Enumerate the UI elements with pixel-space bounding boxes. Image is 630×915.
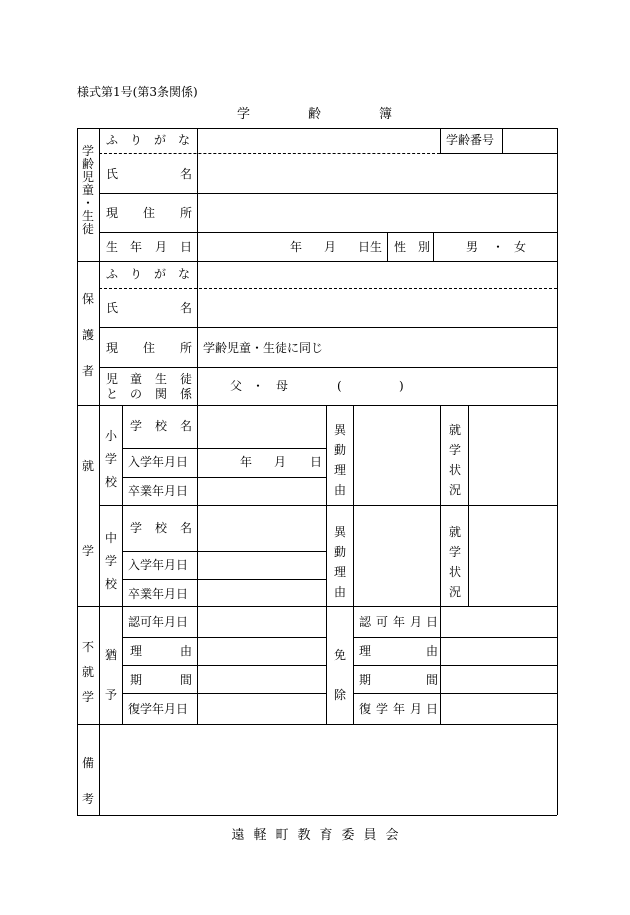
- guardian-address-value[interactable]: 学齢児童・生徒に同じ: [203, 341, 324, 355]
- guardian-furigana-field[interactable]: [199, 263, 555, 286]
- guardian-name-label-1: 氏: [106, 301, 119, 315]
- relation-label-1d: 徒: [180, 372, 193, 386]
- register-number-label: 学齢番号: [446, 133, 495, 147]
- relation-label-2c: 関: [155, 387, 168, 401]
- junior-high-school-label: 中 学 校: [104, 531, 117, 591]
- relation-label-2d: 係: [180, 387, 193, 401]
- jr-school-name-label-2: 校: [155, 521, 168, 535]
- postpone-reason-label-1: 理: [130, 644, 143, 658]
- page-title-char-3: 簿: [379, 107, 393, 122]
- postpone-period-field[interactable]: [199, 667, 324, 691]
- postpone-reason-label-2: 由: [180, 644, 193, 658]
- exempt-return-label-5: 日: [426, 702, 439, 716]
- elem-attendance-status-field[interactable]: [470, 407, 555, 503]
- elem-enroll-month-unit: 月: [274, 455, 287, 469]
- relation-father[interactable]: 父: [230, 379, 243, 393]
- jr-transfer-reason-label: 異 動 理 由: [333, 525, 346, 599]
- issuer: 遠 軽 町 教 育 委 員 会: [231, 828, 399, 843]
- student-address-label-3: 所: [180, 206, 193, 220]
- gender-female[interactable]: 女: [514, 240, 527, 254]
- student-birthdate-label-4: 日: [180, 240, 193, 254]
- gender-label-2: 別: [418, 240, 431, 254]
- guardian-section-label: 保 護 者: [81, 292, 94, 378]
- postpone-period-label-2: 間: [180, 673, 193, 687]
- form-number: 様式第1号(第3条関係): [77, 85, 198, 99]
- exempt-return-field[interactable]: [442, 695, 555, 722]
- elem-school-name-label-2: 校: [155, 419, 168, 433]
- elem-transfer-reason-field[interactable]: [355, 407, 438, 503]
- postpone-reason-field[interactable]: [199, 639, 324, 663]
- student-name-label-2: 名: [180, 167, 193, 181]
- elem-graduate-label: 卒業年月日: [128, 484, 189, 498]
- exempt-approval-label-1: 認: [359, 615, 372, 629]
- gender-separator: ・: [492, 240, 505, 254]
- remarks-field[interactable]: [101, 726, 555, 813]
- exempt-return-label-4: 月: [410, 702, 423, 716]
- elem-school-name-label-1: 学: [130, 419, 143, 433]
- exempt-reason-field[interactable]: [442, 639, 555, 663]
- relation-mother[interactable]: 母: [276, 379, 289, 393]
- student-birthdate-label-1: 生: [106, 240, 119, 254]
- remarks-label: 備 考: [81, 756, 94, 806]
- student-name-label-1: 氏: [106, 167, 119, 181]
- gender-label-1: 性: [394, 240, 407, 254]
- exempt-period-label-2: 間: [426, 673, 439, 687]
- elem-attendance-status-label: 就 学 状 況: [448, 423, 461, 497]
- exempt-approval-label-3: 年: [393, 615, 406, 629]
- jr-school-name-label-3: 名: [180, 521, 193, 535]
- relation-open-paren: (: [337, 379, 342, 393]
- student-furigana-field[interactable]: [199, 130, 438, 151]
- student-address-field[interactable]: [199, 195, 555, 230]
- jr-enroll-field[interactable]: [199, 553, 324, 577]
- exempt-return-label-2: 学: [376, 702, 389, 716]
- gender-male[interactable]: 男: [466, 240, 479, 254]
- page-title-char-2: 齢: [308, 107, 322, 122]
- elem-enroll-year-unit: 年: [240, 455, 253, 469]
- relation-label-2a: と: [106, 387, 119, 401]
- jr-school-name-label-1: 学: [130, 521, 143, 535]
- elem-school-name-field[interactable]: [199, 407, 324, 446]
- relation-label-2b: の: [130, 387, 143, 401]
- postpone-approval-field[interactable]: [199, 608, 324, 635]
- elem-graduate-field[interactable]: [199, 479, 324, 503]
- relation-label-1b: 童: [130, 372, 143, 386]
- jr-enroll-label: 入学年月日: [128, 558, 189, 572]
- guardian-name-field[interactable]: [199, 291, 555, 325]
- page-title-char-1: 学: [237, 107, 251, 122]
- student-birthdate-label-3: 月: [155, 240, 168, 254]
- exempt-period-field[interactable]: [442, 667, 555, 691]
- student-address-label-1: 現: [106, 206, 119, 220]
- non-attendance-label: 不 就 学: [81, 640, 94, 704]
- jr-graduate-label: 卒業年月日: [128, 587, 189, 601]
- register-number-field[interactable]: [504, 130, 555, 151]
- student-section-label: 学 齢 児 童 ・ 生 徒: [81, 144, 94, 236]
- elementary-school-label: 小 学 校: [104, 429, 117, 489]
- exempt-return-label-3: 年: [393, 702, 406, 716]
- student-name-field[interactable]: [199, 156, 555, 191]
- relation-label-1c: 生: [155, 372, 168, 386]
- jr-attendance-status-field[interactable]: [470, 507, 555, 604]
- student-birthdate-label-2: 年: [130, 240, 143, 254]
- student-address-label-2: 住: [143, 206, 156, 220]
- guardian-address-label-2: 住: [143, 341, 156, 355]
- elem-enroll-label: 入学年月日: [128, 455, 189, 469]
- student-furigana-label: ふ り が な: [106, 133, 191, 147]
- postpone-period-label-1: 期: [130, 673, 143, 687]
- elem-school-name-label-3: 名: [180, 419, 193, 433]
- guardian-address-label-1: 現: [106, 341, 119, 355]
- relation-label-1a: 児: [106, 372, 119, 386]
- elem-transfer-reason-label: 異 動 理 由: [333, 423, 346, 497]
- exempt-approval-label-5: 日: [426, 615, 439, 629]
- guardian-address-label-3: 所: [180, 341, 193, 355]
- guardian-name-label-2: 名: [180, 301, 193, 315]
- postpone-return-label: 復学年月日: [128, 702, 189, 716]
- postpone-approval-label: 認可年月日: [128, 615, 189, 629]
- exempt-approval-label-4: 月: [410, 615, 423, 629]
- exempt-reason-label-1: 理: [359, 644, 372, 658]
- jr-graduate-field[interactable]: [199, 581, 324, 604]
- relation-separator: ・: [252, 379, 265, 393]
- exempt-approval-label-2: 可: [376, 615, 389, 629]
- jr-school-name-field[interactable]: [199, 507, 324, 549]
- jr-transfer-reason-field[interactable]: [355, 507, 438, 604]
- exempt-reason-label-2: 由: [426, 644, 439, 658]
- schooling-label-2: 学: [82, 544, 95, 558]
- postponement-label: 猶 予: [104, 648, 117, 702]
- exempt-approval-field[interactable]: [442, 608, 555, 635]
- birth-year-unit: 年: [290, 240, 303, 254]
- exemption-label: 免 除: [333, 648, 346, 702]
- guardian-furigana-label: ふ り が な: [106, 267, 191, 281]
- jr-attendance-status-label: 就 学 状 況: [448, 525, 461, 599]
- birth-day-unit: 日生: [358, 240, 383, 254]
- exempt-period-label-1: 期: [359, 673, 372, 687]
- elem-enroll-day-unit: 日: [310, 455, 323, 469]
- schooling-label-1: 就: [82, 459, 95, 473]
- birth-month-unit: 月: [324, 240, 337, 254]
- postpone-return-field[interactable]: [199, 695, 324, 722]
- relation-close-paren: ): [399, 379, 404, 393]
- exempt-return-label-1: 復: [359, 702, 372, 716]
